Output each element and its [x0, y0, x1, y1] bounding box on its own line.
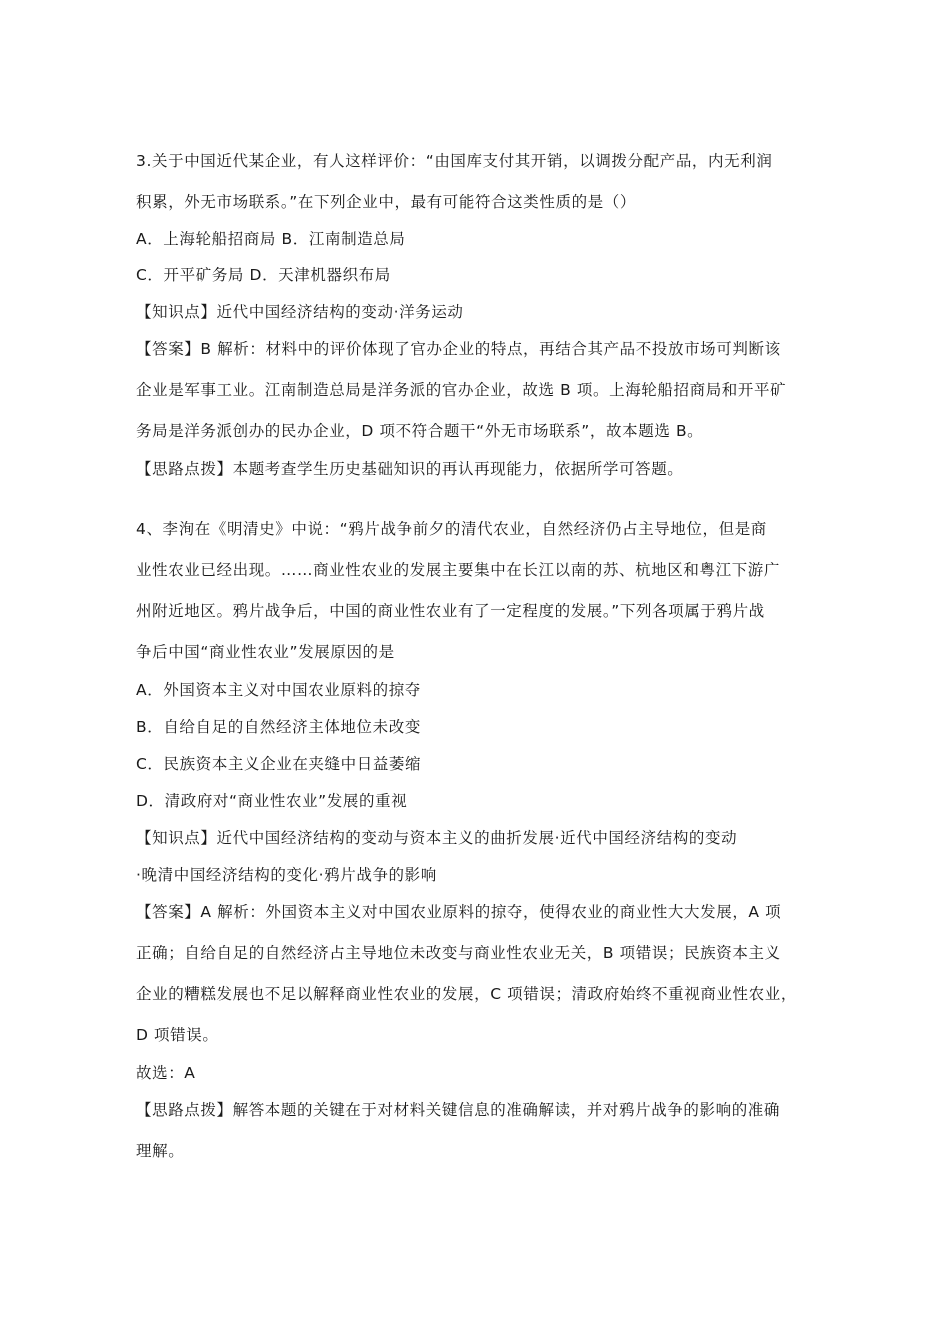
q4-tip-line-2: 理解。 [136, 1142, 185, 1160]
q4-stem-line-2: 业性农业已经出现。……商业性农业的发展主要集中在长江以南的苏、杭地区和粤江下游广 [136, 561, 781, 579]
q4-answer-line-1: 【答案】A 解析：外国资本主义对中国农业原料的掠夺，使得农业的商业性大大发展，A 项 [136, 903, 782, 921]
q3-options-cd: C．开平矿务局 D．天津机器织布局 [136, 266, 391, 284]
q3-answer-line-2: 企业是军事工业。江南制造总局是洋务派的官办企业，故选 B 项。上海轮船招商局和开平矿 [136, 381, 787, 399]
q3-answer-line-1: 【答案】B 解析：材料中的评价体现了官办企业的特点，再结合其产品不投放市场可判断该 [136, 340, 781, 358]
q4-answer-line-4: D 项错误。 [136, 1026, 219, 1044]
q3-stem-line-2: 积累，外无市场联系。”在下列企业中，最有可能符合这类性质的是（） [136, 193, 636, 211]
q3-knowledge-point: 【知识点】近代中国经济结构的变动·洋务运动 [136, 303, 464, 321]
q3-answer-line-3: 务局是洋务派创办的民办企业，D 项不符合题干“外无市场联系”，故本题选 B。 [136, 422, 704, 440]
q4-option-d: D．清政府对“商业性农业”发展的重视 [136, 792, 408, 810]
q4-choice: 故选：A [136, 1064, 196, 1082]
q4-stem-line-4: 争后中国“商业性农业”发展原因的是 [136, 643, 395, 661]
q4-option-a: A．外国资本主义对中国农业原料的掠夺 [136, 681, 421, 699]
q4-tip-line-1: 【思路点拨】解答本题的关键在于对材料关键信息的准确解读，并对鸦片战争的影响的准确 [136, 1101, 781, 1119]
q3-options-ab: A．上海轮船招商局 B．江南制造总局 [136, 230, 406, 248]
q3-stem-line-1: 3.关于中国近代某企业，有人这样评价：“由国库支付其开销，以调拨分配产品，内无利润 [136, 152, 773, 170]
q4-knowledge-line-2: ·晚清中国经济结构的变化·鸦片战争的影响 [136, 866, 437, 884]
q4-stem-line-1: 4、李洵在《明清史》中说：“鸦片战争前夕的清代农业，自然经济仍占主导地位，但是商 [136, 520, 767, 538]
q4-knowledge-line-1: 【知识点】近代中国经济结构的变动与资本主义的曲折发展·近代中国经济结构的变动 [136, 829, 738, 847]
q4-option-c: C．民族资本主义企业在夹缝中日益萎缩 [136, 755, 422, 773]
q4-answer-line-2: 正确；自给自足的自然经济占主导地位未改变与商业性农业无关，B 项错误；民族资本主义 [136, 944, 781, 962]
q4-stem-line-3: 州附近地区。鸦片战争后，中国的商业性农业有了一定程度的发展。”下列各项属于鸦片战 [136, 602, 765, 620]
q3-tip: 【思路点拨】本题考查学生历史基础知识的再认再现能力，依据所学可答题。 [136, 460, 684, 478]
q4-option-b: B．自给自足的自然经济主体地位未改变 [136, 718, 421, 736]
q4-answer-line-3: 企业的糟糕发展也不足以解释商业性农业的发展，C 项错误；清政府始终不重视商业性农业， [136, 985, 797, 1003]
